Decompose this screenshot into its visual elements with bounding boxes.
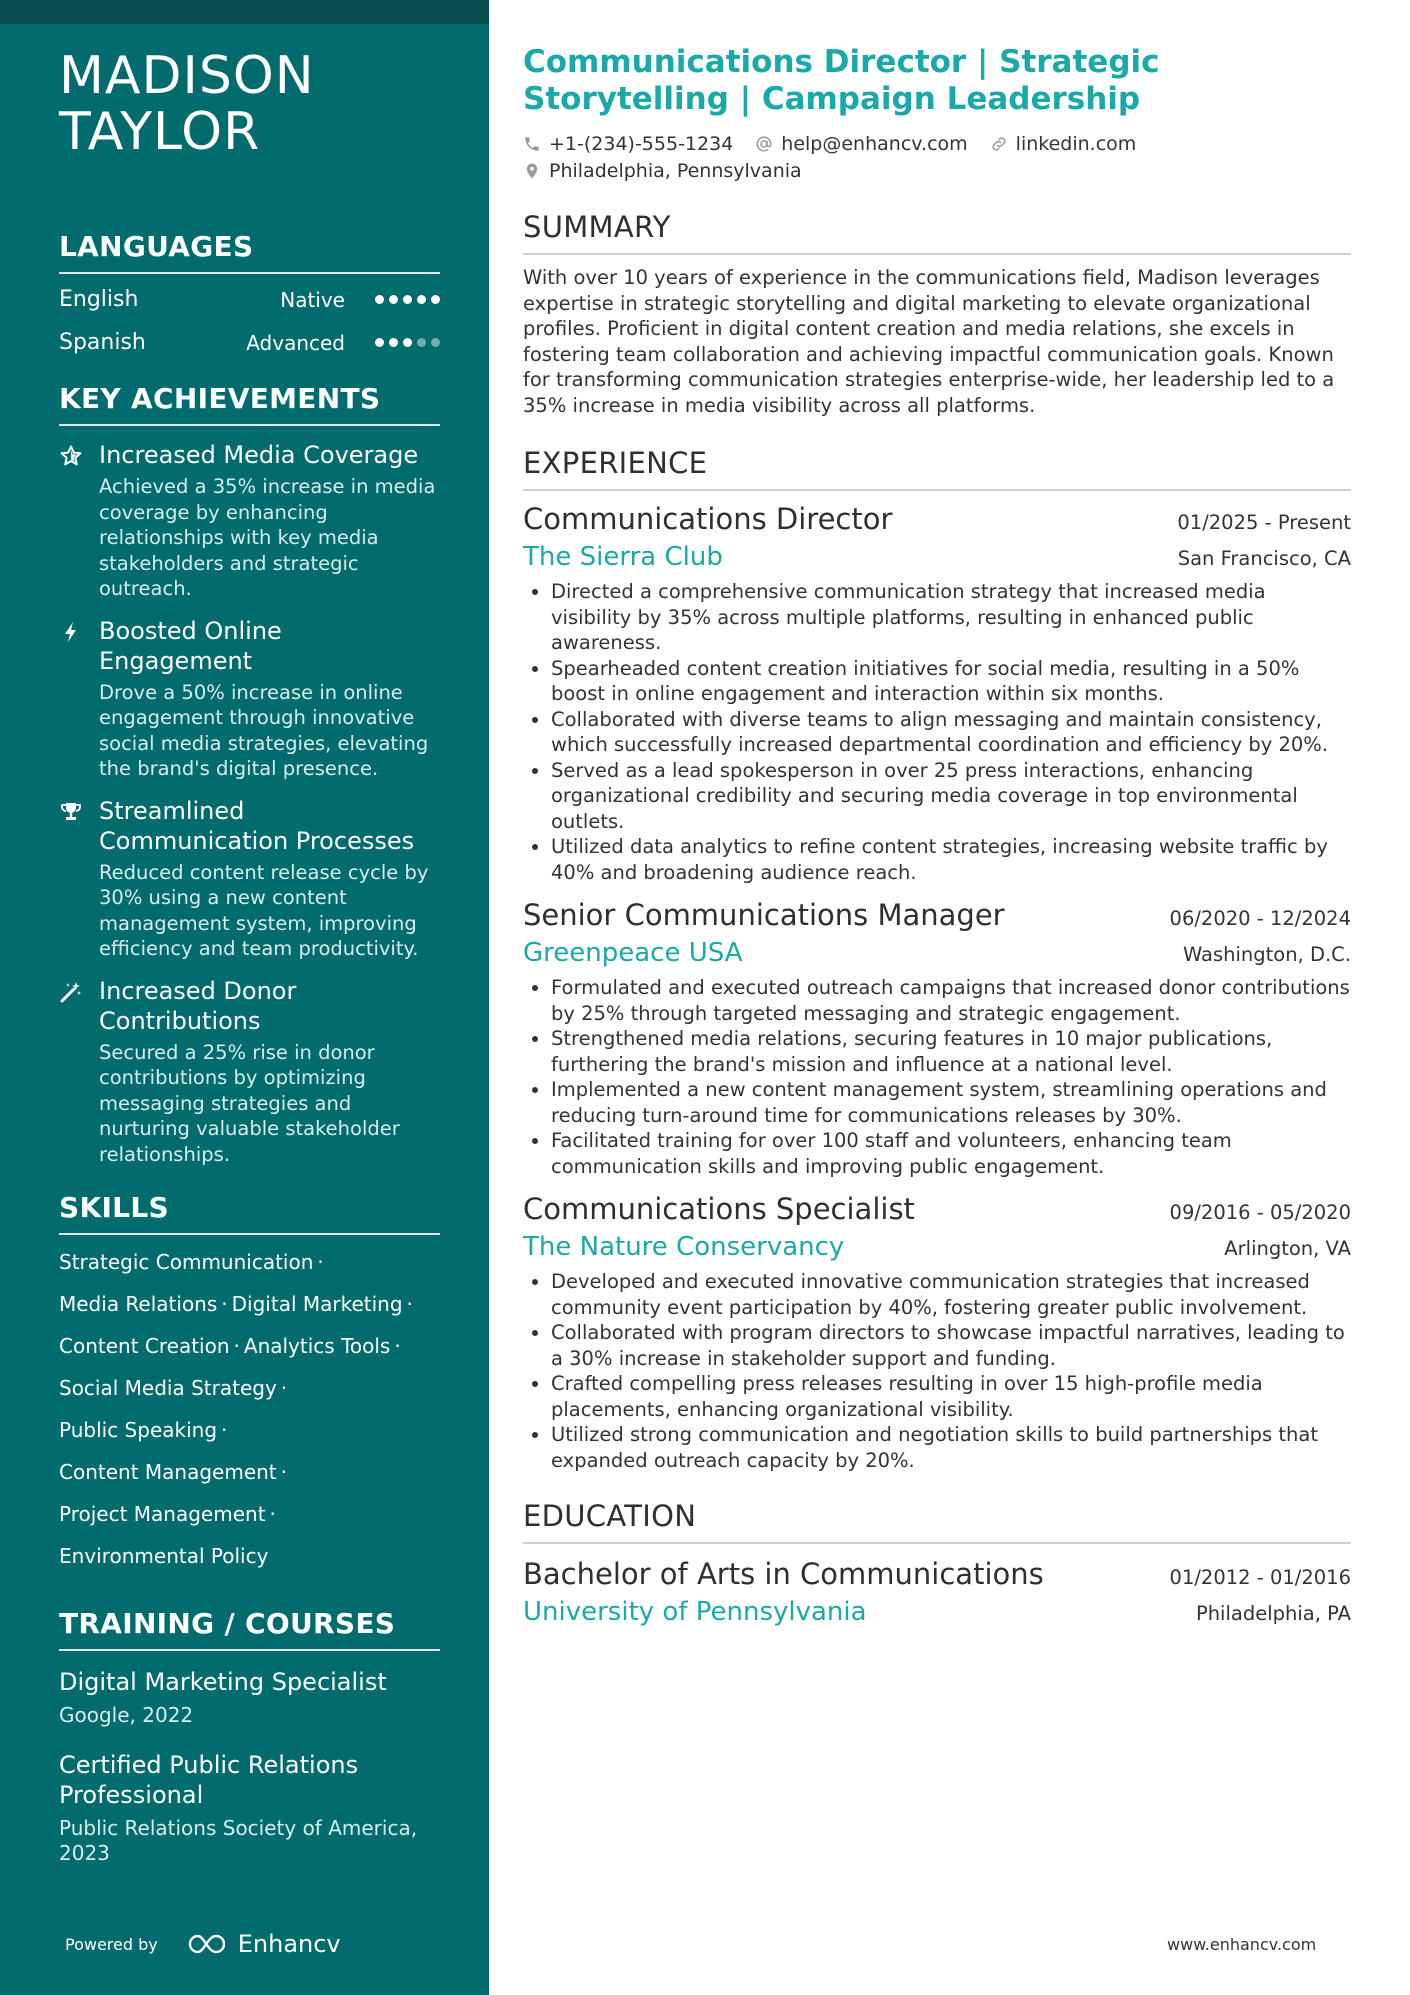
skill-item: Digital Marketing [231, 1292, 403, 1316]
skill-item: Media Relations [59, 1292, 218, 1316]
languages-section [59, 230, 440, 364]
magic-wand-icon [59, 976, 99, 1168]
job-bullet: • Strengthened media relations, securing features in 10 major publications, furthering the brand's mission and influence at a national level. [551, 1026, 1351, 1077]
achievement-item [59, 976, 440, 1168]
enhancv-logo[interactable] [186, 1930, 341, 1958]
achievement-description: Secured a 25% rise in donor contributions by optimizing messaging strategies and nurturing valuable stakeholder relationships. [99, 1040, 400, 1166]
language-level: Native [280, 287, 345, 312]
job-bullets [523, 975, 1351, 1179]
proficiency-dot [403, 338, 412, 347]
language-proficiency-dots [375, 338, 440, 347]
degree: Bachelor of Arts in Communications [523, 1557, 1044, 1591]
achievement-item [59, 440, 440, 602]
star-icon [59, 440, 99, 602]
achievement-title: Boosted Online Engagement [99, 616, 282, 675]
skills-row [59, 1283, 440, 1325]
contact-linkedin[interactable] [990, 133, 1137, 155]
skills-row [59, 1451, 440, 1493]
linkedin-text: linkedin.com [1015, 132, 1137, 155]
powered-by [65, 1930, 341, 1958]
job-bullet: • Utilized strong communication and negotiation skills to build partnerships that expanded outreach capacity by 20%. [551, 1422, 1351, 1473]
job-location: San Francisco, CA [1177, 547, 1351, 570]
job-bullet: • Collaborated with diverse teams to align messaging and maintain consistency, which successfully increased departmental coordination and efficiency by 20%. [551, 707, 1351, 758]
skill-item: Environmental Policy [59, 1544, 269, 1568]
skills-section [59, 1191, 440, 1577]
name-line-2: TAYLOR [59, 102, 261, 162]
job-bullet: • Served as a lead spokesperson in over 25 press interactions, enhancing organizational credibility and securing media coverage in top environmental outlets. [551, 758, 1351, 835]
job-bullet: • Directed a comprehensive communication strategy that increased media visibility by 35% across multiple platforms, resulting in enhanced public awareness. [551, 579, 1351, 656]
skill-item: Public Speaking [59, 1418, 218, 1442]
job-entry [523, 1191, 1351, 1473]
proficiency-dot [417, 338, 426, 347]
skill-item: Analytics Tools [243, 1334, 391, 1358]
skill-item: Content Creation [59, 1334, 230, 1358]
training-section [59, 1607, 440, 1866]
link-icon [990, 135, 1008, 153]
achievement-description: Reduced content release cycle by 30% using a new content management system, improving efficiency and team productivity. [99, 860, 429, 960]
job-organization: The Sierra Club [523, 542, 723, 572]
location-pin-icon [523, 162, 541, 180]
job-bullet: • Developed and executed innovative communication strategies that increased community event participation by 40%, fostering greater public involvement. [551, 1269, 1351, 1320]
skills-row [59, 1409, 440, 1451]
proficiency-dot [389, 338, 398, 347]
training-heading: TRAINING / COURSES [59, 1607, 440, 1651]
course-title: Digital Marketing Specialist [59, 1668, 387, 1696]
achievement-title: Increased Media Coverage [99, 441, 419, 469]
job-bullet: • Crafted compelling press releases resulting in over 15 high-profile media placements, enhancing organizational visibility. [551, 1371, 1351, 1422]
job-location: Washington, D.C. [1182, 943, 1351, 966]
summary-section [523, 210, 1351, 418]
achievement-item [59, 616, 440, 782]
sidebar-top-strip [0, 0, 489, 24]
job-organization: Greenpeace USA [523, 938, 743, 968]
summary-text: With over 10 years of experience in the communications field, Madison leverages expertise in strategic storytelling and digital marketing to elevate organizational profiles. Proficient in digital content creation and media relations, she excels in fostering team collaboration and achieving impactful communication goals. Known for transforming communication strategies enterprise-wide, her leadership led to a 35% increase in media visibility across all platforms. [523, 266, 1335, 417]
achievement-title: Increased Donor Contributions [99, 976, 297, 1035]
proficiency-dot [431, 338, 440, 347]
job-bullet: • Facilitated training for over 100 staff and volunteers, enhancing team communication skills and improving public engagement. [551, 1128, 1351, 1179]
phone-icon [523, 135, 541, 153]
school: University of Pennsylvania [523, 1597, 867, 1627]
job-bullet: • Spearheaded content creation initiatives for social media, resulting in a 50% boost in online engagement and interaction within six months. [551, 656, 1351, 707]
proficiency-dot [375, 338, 384, 347]
powered-by-label: Powered by [65, 1934, 158, 1954]
job-entry [523, 501, 1351, 885]
achievement-description: Achieved a 35% increase in media coverage by enhancing relationships with key media stakeholders and strategic outreach. [99, 475, 436, 600]
skill-item: Social Media Strategy [59, 1376, 277, 1400]
footer-url[interactable]: www.enhancv.com [1167, 1935, 1317, 1954]
education-dates: 01/2012 - 01/2016 [1169, 1566, 1351, 1589]
proficiency-dot [417, 295, 426, 304]
skill-separator: · [280, 1376, 288, 1400]
skill-item: Project Management [59, 1502, 266, 1526]
job-dates: 06/2020 - 12/2024 [1169, 907, 1351, 930]
experience-heading: EXPERIENCE [523, 446, 1351, 491]
job-bullets [523, 579, 1351, 885]
skills-row [59, 1325, 440, 1367]
skill-separator: · [221, 1418, 228, 1442]
language-name: Spanish [59, 330, 146, 355]
course-meta: Public Relations Society of America, 2023 [59, 1816, 418, 1865]
skill-separator: · [233, 1334, 240, 1358]
job-dates: 01/2025 - Present [1177, 511, 1351, 534]
skill-item: Content Management [59, 1460, 277, 1484]
candidate-name [59, 48, 440, 160]
job-location: Arlington, VA [1224, 1237, 1351, 1260]
language-name: English [59, 287, 139, 312]
job-bullet: • Utilized data analytics to refine content strategies, increasing website traffic by 40% and broadening audience reach. [551, 834, 1351, 885]
experience-section [523, 446, 1351, 1473]
language-row [59, 321, 440, 364]
skills-heading: SKILLS [59, 1191, 440, 1235]
job-entry [523, 897, 1351, 1179]
skills-row [59, 1493, 440, 1535]
skill-separator: · [280, 1460, 288, 1484]
proficiency-dot [431, 295, 440, 304]
achievement-item [59, 796, 440, 962]
job-title: Communications Specialist [523, 1192, 915, 1226]
contact-location [523, 160, 802, 182]
headline: Communications Director | Strategic Storytelling | Campaign Leadership [523, 44, 1160, 117]
language-row [59, 278, 440, 321]
achievement-title: Streamlined Communication Processes [99, 796, 415, 855]
language-level: Advanced [246, 330, 345, 355]
bolt-icon [59, 616, 99, 782]
job-bullet: • Formulated and executed outreach campaigns that increased donor contributions by 25% through targeted messaging and strategic engagement. [551, 975, 1351, 1026]
at-icon [755, 135, 773, 153]
proficiency-dot [389, 295, 398, 304]
skills-row [59, 1535, 440, 1577]
enhancv-brand: Enhancv [237, 1930, 341, 1958]
contact-phone[interactable] [523, 133, 733, 155]
skill-separator: · [406, 1292, 413, 1316]
achievements-heading: KEY ACHIEVEMENTS [59, 382, 440, 426]
skills-row [59, 1241, 440, 1283]
education-location: Philadelphia, PA [1195, 1602, 1351, 1625]
proficiency-dot [375, 295, 384, 304]
trophy-icon [59, 796, 99, 962]
job-dates: 09/2016 - 05/2020 [1169, 1201, 1351, 1224]
skill-item: Strategic Communication [59, 1250, 314, 1274]
course-title: Certified Public Relations Professional [59, 1751, 359, 1809]
job-title: Communications Director [523, 502, 893, 536]
contact-email[interactable] [755, 133, 967, 155]
enhancv-logo-icon [186, 1932, 232, 1956]
skill-separator: · [317, 1250, 324, 1274]
job-title: Senior Communications Manager [523, 898, 1005, 932]
job-bullets [523, 1269, 1351, 1473]
job-bullet: • Collaborated with program directors to showcase impactful narratives, leading to a 30% increase in stakeholder support and funding. [551, 1320, 1351, 1371]
skill-separator: · [221, 1292, 228, 1316]
language-proficiency-dots [375, 295, 440, 304]
phone-text: +1-(234)-555-1234 [549, 132, 734, 155]
location-text: Philadelphia, Pennsylvania [549, 159, 802, 182]
education-section [523, 1499, 1351, 1628]
contact-info [523, 130, 1351, 184]
skills-row [59, 1367, 440, 1409]
name-line-1: MADISON [59, 46, 315, 106]
languages-heading: LANGUAGES [59, 230, 440, 274]
summary-heading: SUMMARY [523, 210, 1351, 255]
achievements-section [59, 382, 440, 1167]
job-organization: The Nature Conservancy [523, 1232, 845, 1262]
main-content [523, 44, 1351, 1628]
achievement-description: Drove a 50% increase in online engagement through innovative social media strategies, elevating the brand's digital presence. [99, 680, 429, 780]
education-heading: EDUCATION [523, 1499, 1351, 1544]
email-text: help@enhancv.com [781, 132, 968, 155]
skill-separator: · [394, 1334, 401, 1358]
education-item [523, 1556, 1351, 1628]
job-bullet: • Implemented a new content management system, streamlining operations and reducing turn-around time for communications releases by 30%. [551, 1077, 1351, 1128]
experience-list [523, 501, 1351, 1473]
proficiency-dot [403, 295, 412, 304]
skills-list [59, 1241, 440, 1577]
course-meta: Google, 2022 [59, 1703, 194, 1727]
sidebar [0, 0, 489, 1995]
skill-separator: · [269, 1502, 276, 1526]
